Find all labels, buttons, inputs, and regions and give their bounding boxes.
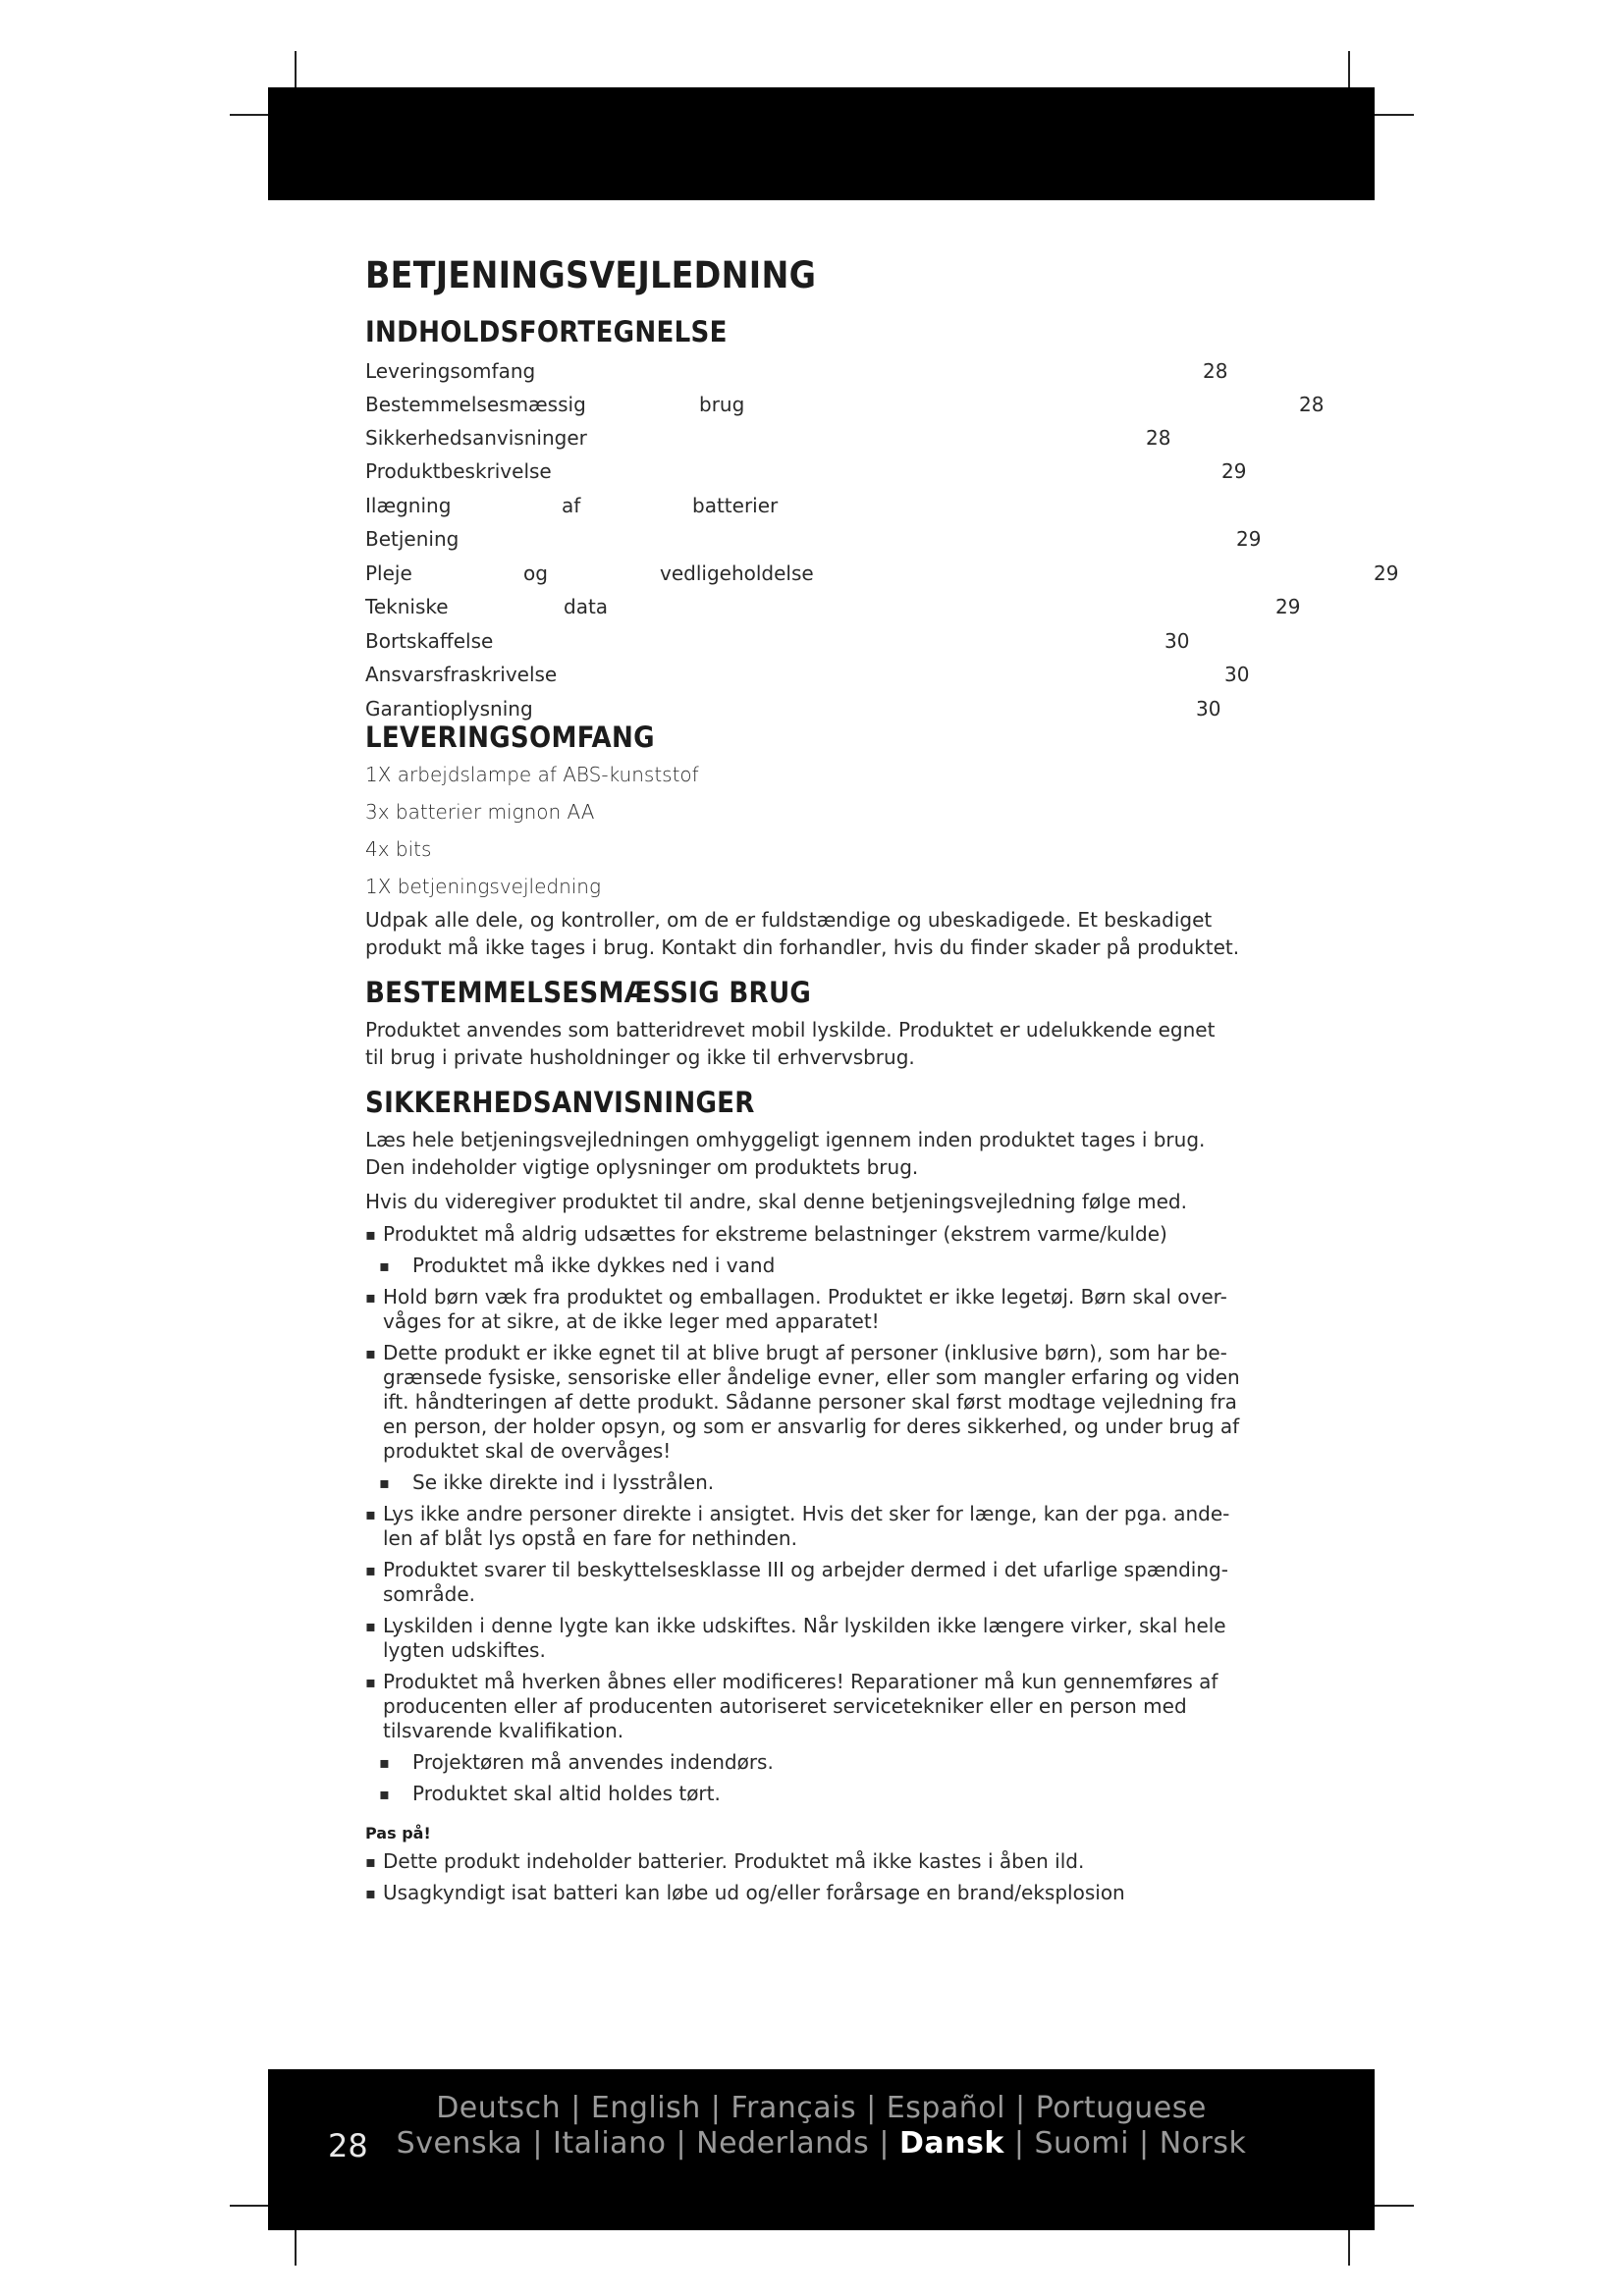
text-line: Produktet skal altid holdes tørt.: [412, 1782, 721, 1805]
toc-row: [365, 561, 1406, 591]
list-item: [365, 1285, 1288, 1334]
language-link-portuguese[interactable]: Portuguese: [1035, 2091, 1207, 2125]
toc-label-word: og: [523, 561, 548, 585]
section-heading-sikkerhed: SIKKERHEDSANVISNINGER: [365, 1086, 755, 1119]
toc-label: Garantioplysning: [365, 697, 533, 721]
text-line: lygten udskiftes.: [383, 1638, 546, 1662]
text-line: Den indeholder vigtige oplysninger om produktets brug.: [365, 1155, 919, 1179]
list-item: 4x bits: [365, 837, 432, 861]
list-item: [365, 1782, 1288, 1806]
toc-page: 29: [1221, 459, 1247, 483]
separator: |: [676, 2126, 687, 2161]
language-link-deutsch[interactable]: Deutsch: [436, 2091, 562, 2125]
text-line: ▪ Hold børn væk fra produktet og emballagen. Produktet er ikke legetøj. Børn skal over-: [383, 1285, 1227, 1308]
usage-text: [365, 1016, 1288, 1071]
header-bar: [268, 87, 1375, 200]
toc-page: 28: [1146, 426, 1171, 450]
text-line: ▪ Produktet må hverken åbnes eller modificeres! Reparationer må kun gennemføres af: [383, 1670, 1218, 1693]
text-line: en person, der holder opsyn, og som er ansvarlig for deres sikkerhed, og under brug af: [383, 1415, 1240, 1438]
text-line: Udpak alle dele, og kontroller, om de er fuldstændige og ubeskadigede. Et beskadiget: [365, 908, 1213, 932]
separator: |: [1139, 2126, 1150, 2161]
text-line: ▪ Produktet svarer til beskyttelsesklasse III og arbejder dermed i det ufarlige spænding-: [383, 1558, 1228, 1581]
safety-intro: [365, 1126, 1288, 1215]
toc-label-word: batterier: [692, 494, 779, 517]
list-item: [365, 1222, 1288, 1247]
language-link-nederlands[interactable]: Nederlands: [696, 2126, 870, 2161]
delivery-note: [365, 906, 1288, 961]
list-item: [365, 1341, 1288, 1464]
attention-list: [365, 1849, 1288, 1905]
toc-page: 29: [1374, 561, 1399, 585]
text-line: Produktet må aldrig udsættes for ekstreme belastninger (ekstrem varme/kulde): [383, 1222, 1167, 1246]
separator: |: [532, 2126, 543, 2161]
text-line: Projektøren må anvendes indendørs.: [412, 1750, 774, 1774]
separator: |: [570, 2091, 581, 2125]
language-link-italiano[interactable]: Italiano: [553, 2126, 667, 2161]
section-heading-brug: BESTEMMELSESMÆSSIG BRUG: [365, 976, 812, 1009]
separator: |: [866, 2091, 877, 2125]
language-link-francais[interactable]: Français: [731, 2091, 857, 2125]
text-line: Usagkyndigt isat batteri kan løbe ud og/eller forårsage en brand/eksplosion: [383, 1881, 1125, 1904]
section-heading-levering: LEVERINGSOMFANG: [365, 721, 655, 754]
toc-page: 29: [1275, 595, 1301, 618]
toc-row: [365, 697, 1406, 726]
toc-row: [365, 527, 1406, 557]
list-item: [365, 1470, 1288, 1495]
text-line: produktet skal de overvåges!: [383, 1439, 672, 1463]
text-line: sområde.: [383, 1582, 475, 1606]
list-item: [365, 1558, 1288, 1607]
page-number: 28: [328, 2127, 368, 2164]
list-item: [365, 1614, 1288, 1663]
text-line: len af blåt lys opstå en fare for nethinden.: [383, 1526, 797, 1550]
toc-label: Betjening: [365, 527, 460, 551]
toc-page: 28: [1203, 359, 1228, 383]
text-line: våges for at sikre, at de ikke leger med apparatet!: [383, 1309, 880, 1333]
toc-label: Tekniske: [365, 595, 449, 618]
toc-page: 30: [1196, 697, 1221, 721]
list-item: [365, 1254, 1288, 1278]
language-link-english[interactable]: English: [590, 2091, 701, 2125]
list-item: [365, 1750, 1288, 1775]
text-line: til brug i private husholdninger og ikke til erhvervsbrug.: [365, 1045, 915, 1069]
text-line: ift. håndteringen af dette produkt. Sådanne personer skal først modtage vejledning fra: [383, 1390, 1237, 1414]
toc-label-word: vedligeholdelse: [660, 561, 814, 585]
page-title: BETJENINGSVEJLEDNING: [365, 254, 817, 296]
toc-label-word: brug: [699, 393, 745, 416]
toc-label: Produktbeskrivelse: [365, 459, 552, 483]
toc-label: Ilægning: [365, 494, 452, 517]
safety-list: [365, 1222, 1288, 1806]
attention-label: Pas på!: [365, 1824, 431, 1842]
toc-row: [365, 459, 1406, 489]
text-line: Hvis du videregiver produktet til andre, skal denne betjeningsvejledning følge med.: [365, 1190, 1187, 1213]
text-line: Dette produkt indeholder batterier. Produktet må ikke kastes i åben ild.: [383, 1849, 1085, 1873]
text-line: grænsede fysiske, sensoriske eller åndelige evner, eller som mangler erfaring og viden: [383, 1365, 1240, 1389]
language-selector-row-1: [268, 2091, 1375, 2125]
text-line: ▪ Dette produkt er ikke egnet til at blive brugt af personer (inklusive børn), som har be-: [383, 1341, 1227, 1364]
toc-row: [365, 426, 1406, 455]
toc-heading: INDHOLDSFORTEGNELSE: [365, 315, 728, 348]
language-link-suomi[interactable]: Suomi: [1034, 2126, 1129, 2161]
toc-label: Ansvarsfraskrivelse: [365, 663, 558, 686]
separator: |: [1015, 2091, 1026, 2125]
language-link-dansk[interactable]: Dansk: [898, 2126, 1004, 2161]
text-line: Produktet anvendes som batteridrevet mobil lyskilde. Produktet er udelukkende egnet: [365, 1018, 1216, 1041]
toc-row: [365, 663, 1406, 692]
toc-label-word: af: [562, 494, 581, 517]
toc-label: Bortskaffelse: [365, 629, 494, 653]
toc-row: [365, 494, 1406, 523]
toc-row: [365, 595, 1406, 624]
table-of-contents: [365, 359, 1399, 721]
toc-page: 30: [1164, 629, 1190, 653]
toc-label: Leveringsomfang: [365, 359, 536, 383]
separator: |: [710, 2091, 722, 2125]
toc-label: Pleje: [365, 561, 412, 585]
text-line: tilsvarende kvalifikation.: [383, 1719, 624, 1742]
list-item: 3x batterier mignon AA: [365, 800, 595, 824]
text-line: produkt må ikke tages i brug. Kontakt din forhandler, hvis du finder skader på produktet.: [365, 935, 1240, 959]
list-item: 1X betjeningsvejledning: [365, 875, 601, 898]
text-line: producenten eller af producenten autoriseret servicetekniker eller en person med: [383, 1694, 1187, 1718]
list-item: 1X arbejdslampe af ABS-kunststof: [365, 763, 699, 786]
text-line: Læs hele betjeningsvejledningen omhyggeligt igennem inden produktet tages i brug.: [365, 1128, 1206, 1151]
toc-page: 29: [1236, 527, 1262, 551]
language-link-espanol[interactable]: Español: [886, 2091, 1005, 2125]
language-link-norsk[interactable]: Norsk: [1159, 2126, 1247, 2161]
separator: |: [879, 2126, 890, 2161]
list-item: [365, 1670, 1288, 1743]
toc-row: [365, 629, 1406, 659]
list-item: [365, 1849, 1288, 1874]
language-link-svenska[interactable]: Svenska: [396, 2126, 523, 2161]
list-item: [365, 1502, 1288, 1551]
toc-row: [365, 359, 1406, 389]
text-line: ▪ Lys ikke andre personer direkte i ansigtet. Hvis det sker for længe, kan der pga. ande-: [383, 1502, 1230, 1525]
text-line: ▪ Lyskilden i denne lygte kan ikke udskiftes. Når lyskilden ikke længere virker, skal hele: [383, 1614, 1226, 1637]
toc-row: [365, 393, 1406, 422]
separator: |: [1013, 2126, 1025, 2161]
toc-label: Sikkerhedsanvisninger: [365, 426, 587, 450]
toc-label-word: data: [564, 595, 609, 618]
toc-label: Bestemmelsesmæssig: [365, 393, 586, 416]
text-line: Se ikke direkte ind i lysstrålen.: [412, 1470, 715, 1494]
language-selector-row-2: [268, 2126, 1375, 2161]
toc-page: 30: [1224, 663, 1250, 686]
delivery-list: [365, 761, 1288, 900]
toc-page: 28: [1299, 393, 1325, 416]
text-line: Produktet må ikke dykkes ned i vand: [412, 1254, 776, 1277]
page-content: [365, 253, 1399, 1905]
list-item: [365, 1881, 1288, 1905]
